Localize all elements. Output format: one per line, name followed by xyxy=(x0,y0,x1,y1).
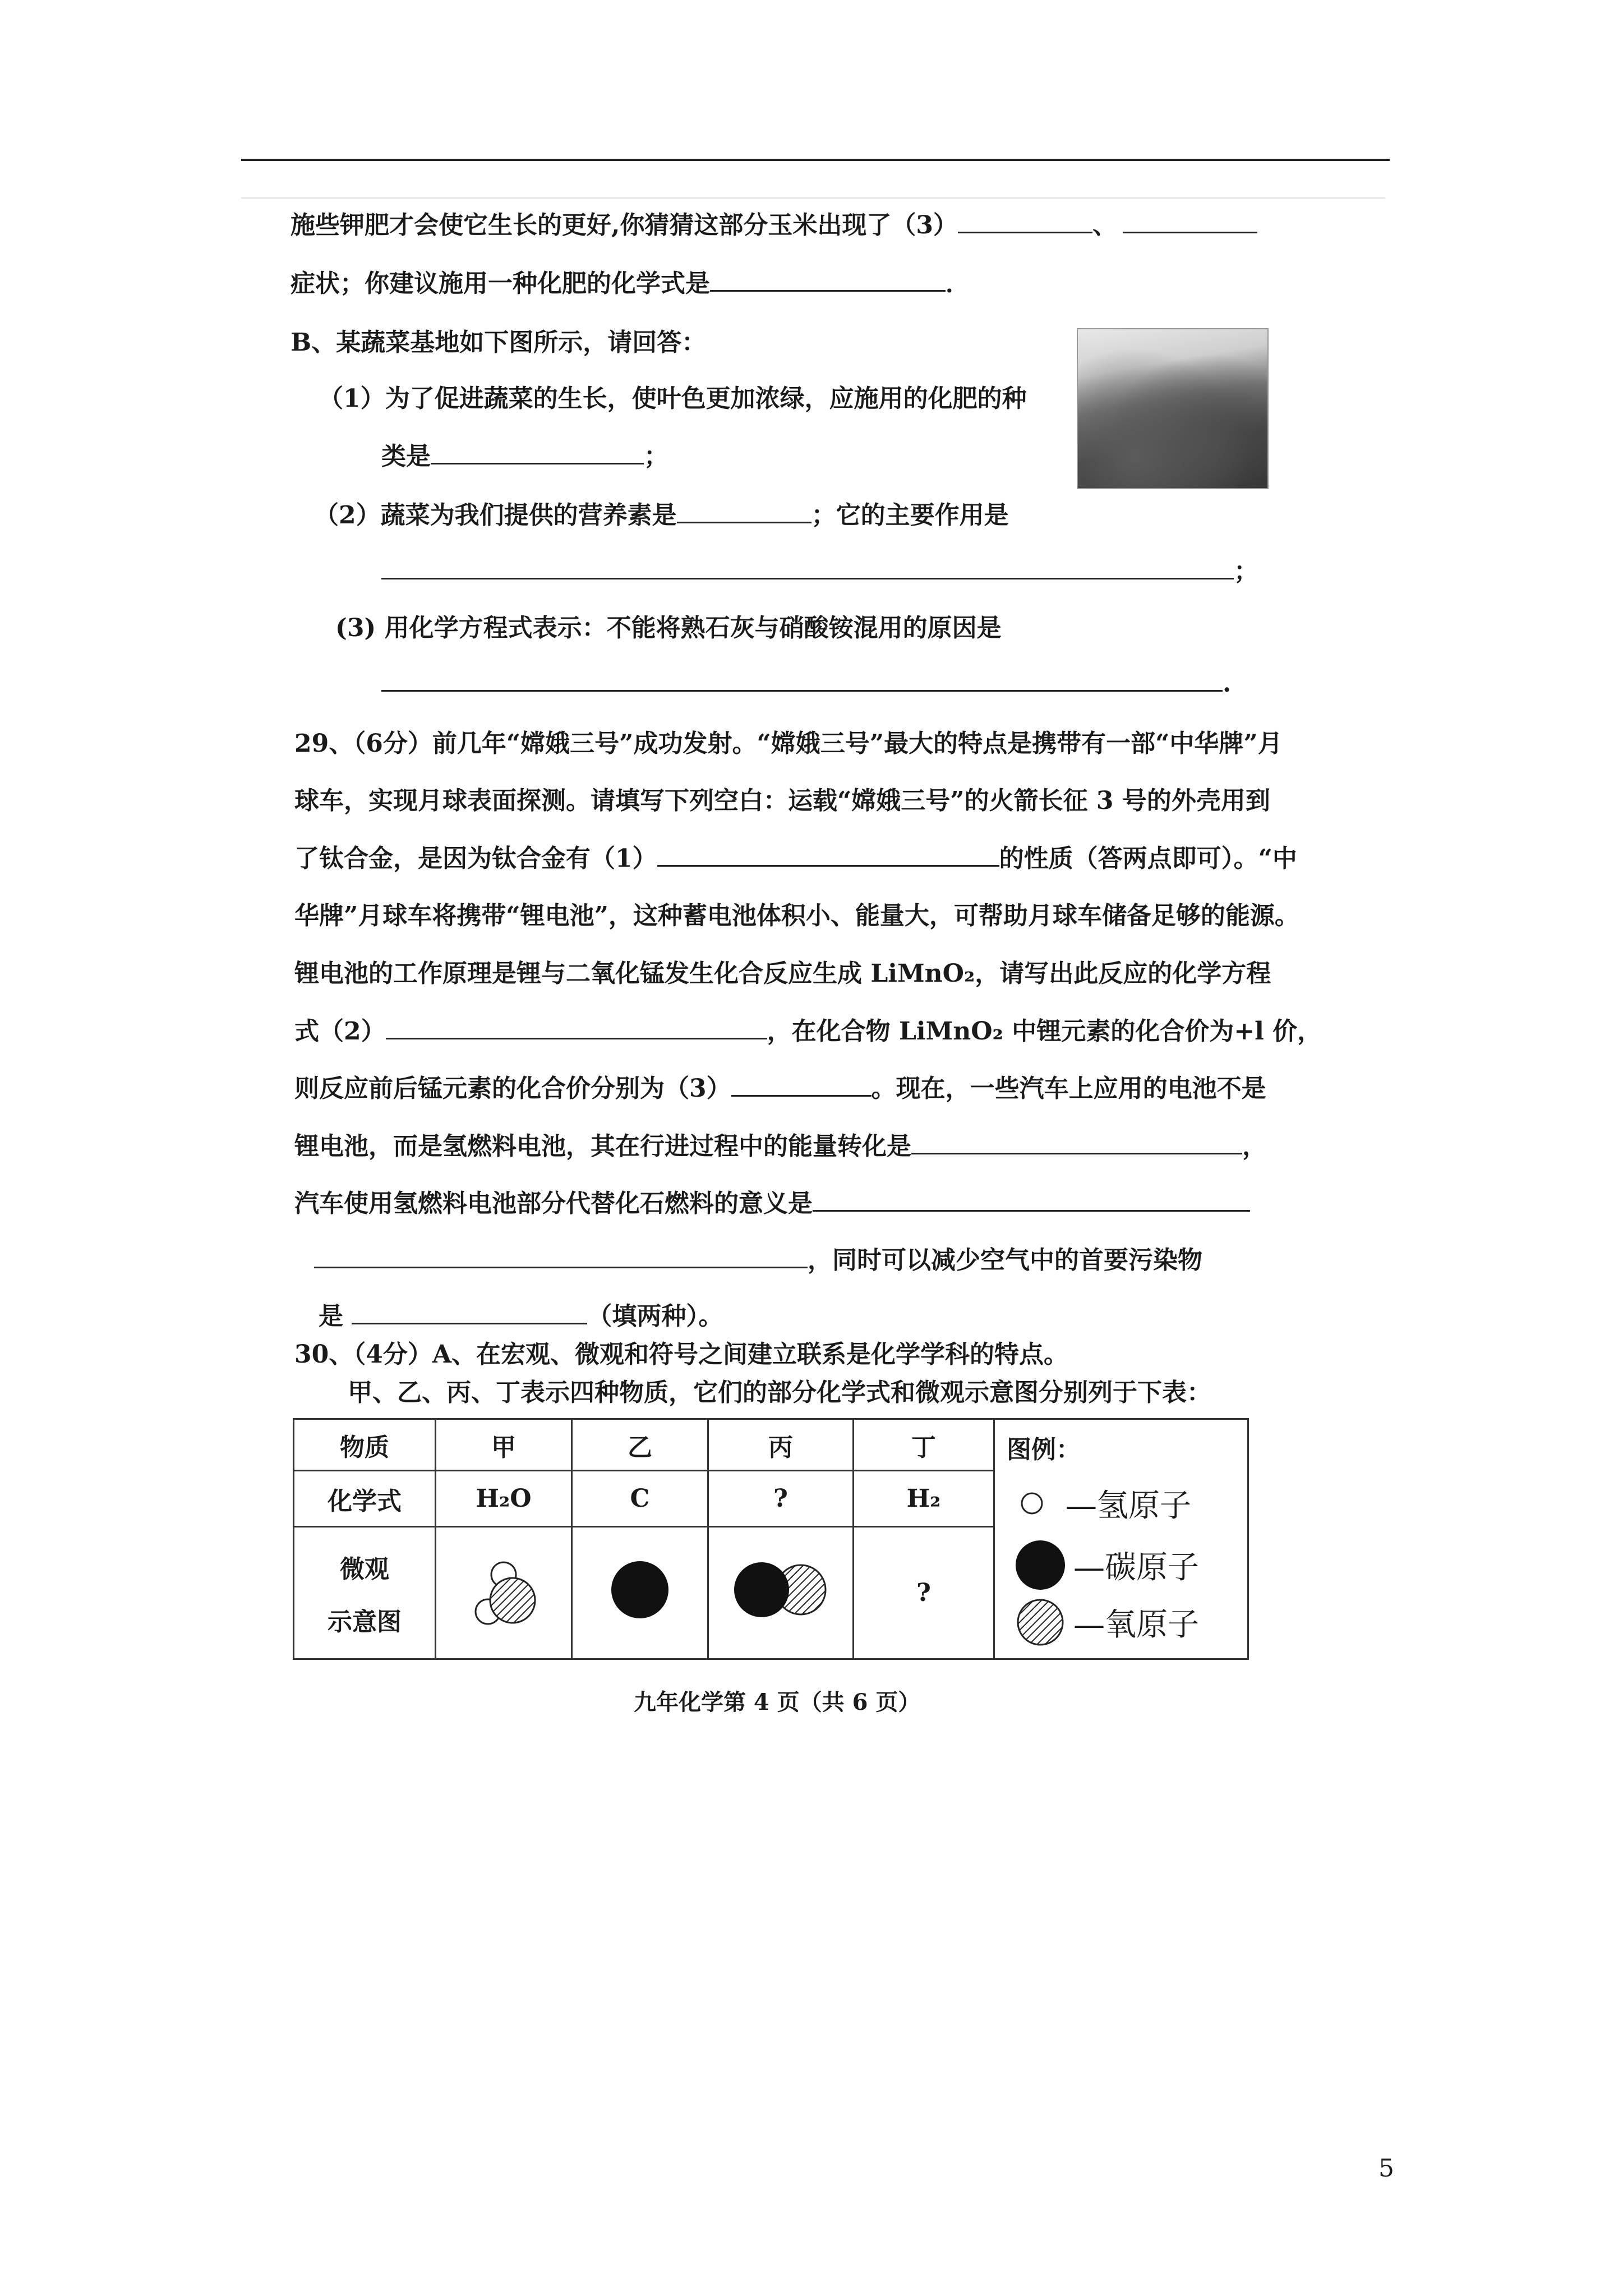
answer-blank[interactable] xyxy=(352,1300,587,1324)
row-header-substance: 物质 xyxy=(294,1419,436,1471)
q29-line-2: 球车，实现月球表面探测。请填写下列空白：运载“嫦娥三号”的火箭长征 3 号的外壳用到 xyxy=(294,786,1270,815)
vegetable-base-photo xyxy=(1077,328,1269,489)
line-7: ； xyxy=(381,555,1258,587)
page-footer: 九年化学第 4 页（共 6 页） xyxy=(634,1689,921,1715)
formula-bing: ? xyxy=(708,1471,854,1527)
line-3: B、某蔬菜基地如下图所示，请回答： xyxy=(291,328,707,357)
q29-line-1: 29、（6分）前几年“嫦娥三号”成功发射。“嫦娥三号”最大的特点是携带有一部“中华牌”月 xyxy=(294,729,1283,758)
line-4: （1）为了促进蔬菜的生长，使叶色更加浓绿，应施用的化肥的种 xyxy=(319,384,1027,413)
answer-blank[interactable] xyxy=(381,668,1223,692)
col-bing: 丙 xyxy=(708,1419,854,1471)
q29-line-8: 锂电池，而是氢燃料电池，其在行进过程中的能量转化是 ， xyxy=(294,1130,1267,1162)
q29-line-11: 是 （填两种）。 xyxy=(319,1300,723,1332)
legend-hydrogen: —氢原子 xyxy=(1015,1481,1191,1526)
legend-carbon: —碳原子 xyxy=(1015,1537,1199,1593)
answer-blank[interactable] xyxy=(677,499,811,523)
answer-blank[interactable] xyxy=(911,1130,1242,1154)
formula-jia: H₂O xyxy=(436,1471,572,1527)
carbon-atom-icon xyxy=(606,1556,674,1623)
q29-line-9: 汽车使用氢燃料电池部分代替化石燃料的意义是 xyxy=(294,1188,1250,1220)
line-8: (3) 用化学方程式表示：不能将熟石灰与硝酸铵混用的原因是 xyxy=(335,614,1002,642)
micro-ding: ? xyxy=(854,1527,994,1659)
row-header-micro: 微观 示意图 xyxy=(294,1527,436,1659)
sub-rule xyxy=(241,197,1385,199)
micro-yi xyxy=(572,1527,708,1659)
answer-blank[interactable] xyxy=(1123,209,1257,233)
answer-blank[interactable] xyxy=(657,843,999,867)
col-jia: 甲 xyxy=(436,1419,572,1471)
q29-line-4: 华牌”月球车将携带“锂电池”，这种蓄电池体积小、能量大，可帮助月球车储备足够的能源。 xyxy=(294,901,1299,930)
line-1: 施些钾肥才会使它生长的更好,你猜猜这部分玉米出现了（3） 、 xyxy=(291,209,1257,241)
line-6: （2）蔬菜为我们提供的营养素是 ；它的主要作用是 xyxy=(314,499,1009,531)
q29-line-5: 锂电池的工作原理是锂与二氧化锰发生化合反应生成 LiMnO₂，请写出此反应的化学方程 xyxy=(294,959,1271,988)
answer-blank[interactable] xyxy=(958,209,1092,233)
col-ding: 丁 xyxy=(854,1419,994,1471)
answer-blank[interactable] xyxy=(314,1244,808,1268)
legend-oxygen: —氧原子 xyxy=(1015,1594,1199,1650)
q29-line-6: 式（2） ，在化合物 LiMnO₂ 中锂元素的化合价为+l 价， xyxy=(294,1015,1322,1047)
water-molecule-icon xyxy=(459,1542,548,1637)
answer-blank[interactable] xyxy=(386,1015,767,1039)
black-circle-icon xyxy=(1015,1537,1071,1593)
answer-blank[interactable] xyxy=(731,1073,872,1097)
page-number: 5 xyxy=(1378,2154,1394,2183)
answer-blank[interactable] xyxy=(431,440,644,464)
col-yi: 乙 xyxy=(572,1419,708,1471)
hatched-circle-icon xyxy=(1015,1594,1071,1650)
micro-bing xyxy=(708,1527,854,1659)
answer-blank[interactable] xyxy=(381,555,1234,579)
line-2: 症状；你建议施用一种化肥的化学式是 ． xyxy=(291,268,970,300)
carbon-monoxide-molecule-icon xyxy=(725,1556,837,1623)
answer-blank[interactable] xyxy=(710,268,946,292)
row-header-formula: 化学式 xyxy=(294,1471,436,1527)
micro-jia xyxy=(436,1527,572,1659)
formula-yi: C xyxy=(572,1471,708,1527)
hollow-circle-icon xyxy=(1015,1487,1049,1520)
legend-title: 图例： xyxy=(1007,1435,1081,1464)
q30-line-1: 30、（4分）A、在宏观、微观和符号之间建立联系是化学学科的特点。 xyxy=(294,1340,1068,1369)
answer-blank[interactable] xyxy=(813,1188,1250,1212)
formula-ding: H₂ xyxy=(854,1471,994,1527)
q30-line-2: 甲、乙、丙、丁表示四种物质，它们的部分化学式和微观示意图分别列于下表： xyxy=(348,1378,1211,1407)
q29-line-3: 了钛合金，是因为钛合金有（1） 的性质（答两点即可）。“中 xyxy=(294,843,1297,875)
line-5: 类是 ； xyxy=(381,440,668,472)
q29-line-10: ，同时可以减少空气中的首要污染物 xyxy=(314,1244,1202,1276)
line-9: . xyxy=(381,668,1231,700)
top-rule xyxy=(241,159,1390,161)
q29-line-7: 则反应前后锰元素的化合价分别为（3） 。现在，一些汽车上应用的电池不是 xyxy=(294,1073,1266,1105)
